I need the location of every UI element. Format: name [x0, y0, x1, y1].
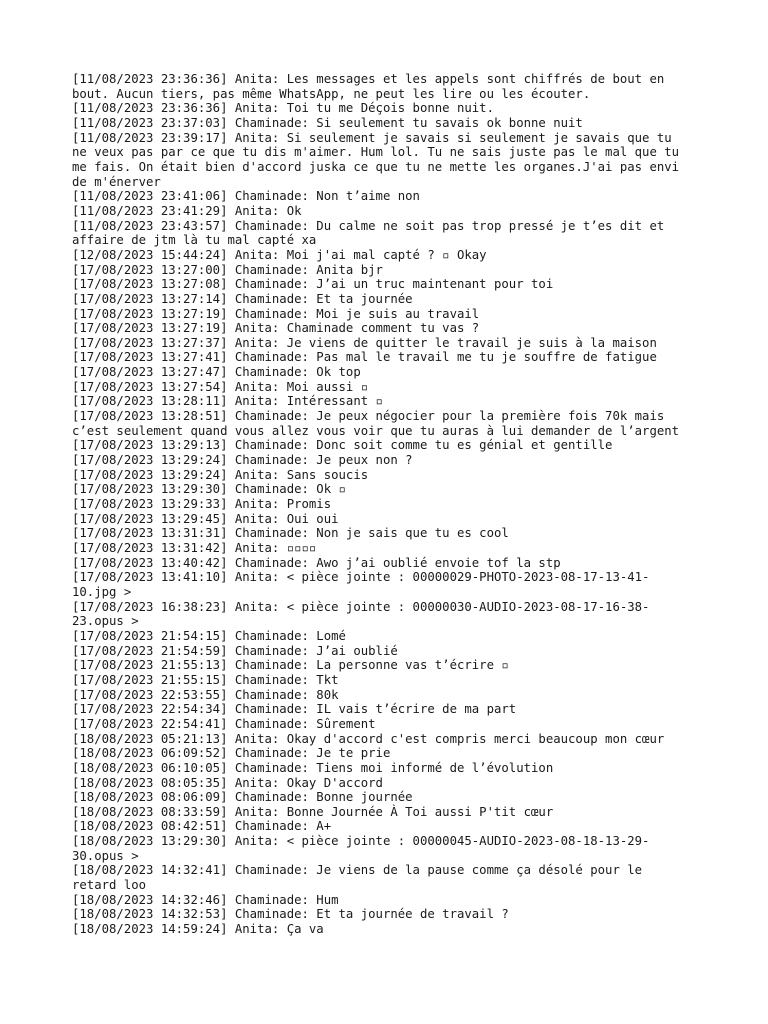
transcript-line: [11/08/2023 23:39:17] Anita: Si seulement je savais si seulement je savais que tu [72, 130, 672, 145]
transcript-line: [17/08/2023 22:54:34] Chaminade: IL vais t’écrire de ma part [72, 702, 517, 717]
transcript-line: [17/08/2023 13:27:00] Chaminade: Anita bjr [72, 262, 383, 277]
chat-transcript [72, 72, 696, 937]
transcript-line: [18/08/2023 06:10:05] Chaminade: Tiens moi informé de l’évolution [72, 760, 554, 775]
transcript-line: [11/08/2023 23:36:36] Anita: Toi tu me Déçois bonne nuit. [72, 101, 494, 116]
transcript-line: [17/08/2023 16:38:23] Anita: < pièce jointe : 00000030-AUDIO-2023-08-17-16-38- [72, 599, 650, 614]
transcript-line: affaire de jtm là tu mal capté xa [72, 233, 317, 248]
transcript-line: c’est seulement quand vous allez vous voir que tu auras à lui demander de l’argent [72, 423, 680, 438]
transcript-line: [17/08/2023 13:29:33] Anita: Promis [72, 497, 332, 512]
transcript-line: [12/08/2023 15:44:24] Anita: Moi j'ai mal capté ? ▫ Okay [72, 247, 487, 262]
transcript-line: [11/08/2023 23:41:06] Chaminade: Non t’aime non [72, 189, 420, 204]
transcript-line: [18/08/2023 14:59:24] Anita: Ça va [72, 922, 324, 937]
transcript-line: [18/08/2023 14:32:46] Chaminade: Hum [72, 892, 339, 907]
transcript-line: [18/08/2023 14:32:41] Chaminade: Je viens de la pause comme ça désolé pour le [72, 863, 643, 878]
transcript-line: [17/08/2023 13:27:47] Chaminade: Ok top [72, 365, 361, 380]
transcript-line: [17/08/2023 13:31:42] Anita: ▫▫▫▫ [72, 541, 317, 555]
transcript-line: [17/08/2023 22:53:55] Chaminade: 80k [72, 687, 339, 702]
transcript-line: [18/08/2023 13:29:30] Anita: < pièce jointe : 00000045-AUDIO-2023-08-18-13-29- [72, 834, 650, 849]
transcript-line: [17/08/2023 13:29:13] Chaminade: Donc soit comme tu es génial et gentille [72, 438, 613, 453]
transcript-line: de m'énerver [72, 174, 161, 189]
transcript-line: [17/08/2023 13:29:24] Chaminade: Je peux non ? [72, 453, 413, 468]
transcript-line: [17/08/2023 13:29:24] Anita: Sans soucis [72, 467, 369, 482]
transcript-line: [17/08/2023 13:28:51] Chaminade: Je peux négocier pour la première fois 70k mais [72, 409, 665, 424]
transcript-line: [18/08/2023 14:32:53] Chaminade: Et ta journée de travail ? [72, 907, 509, 922]
transcript-line: [17/08/2023 13:27:41] Chaminade: Pas mal le travail me tu je souffre de fatigue [72, 350, 657, 365]
transcript-line: me fais. On était bien d'accord juska ce que tu ne mette les organes.J'ai pas envi [72, 159, 680, 174]
transcript-line: [18/08/2023 08:06:09] Chaminade: Bonne journée [72, 790, 413, 805]
transcript-line: [17/08/2023 13:27:19] Anita: Chaminade comment tu vas ? [72, 321, 480, 336]
transcript-line: [17/08/2023 13:41:10] Anita: < pièce jointe : 00000029-PHOTO-2023-08-17-13-41- [72, 570, 650, 585]
transcript-line: [18/08/2023 06:09:52] Chaminade: Je te prie [72, 746, 391, 761]
transcript-line: ne veux pas par ce que tu dis m'aimer. Hum lol. Tu ne sais juste pas le mal que tu [72, 145, 680, 160]
transcript-line: [17/08/2023 13:27:08] Chaminade: J’ai un truc maintenant pour toi [72, 277, 554, 292]
transcript-line: [11/08/2023 23:41:29] Anita: Ok [72, 203, 302, 218]
transcript-line: bout. Aucun tiers, pas même WhatsApp, ne peut les lire ou les écouter. [72, 86, 591, 101]
transcript-line: [17/08/2023 13:29:30] Chaminade: Ok ▫ [72, 482, 346, 497]
transcript-line: [18/08/2023 08:05:35] Anita: Okay D'accord [72, 775, 383, 790]
transcript-line: [18/08/2023 08:33:59] Anita: Bonne Journée À Toi aussi P'tit cœur [72, 804, 554, 819]
transcript-line: [17/08/2023 13:40:42] Chaminade: Awo j’ai oublié envoie tof la stp [72, 555, 561, 570]
transcript-line: [17/08/2023 13:31:31] Chaminade: Non je sais que tu es cool [72, 526, 509, 541]
transcript-line: [11/08/2023 23:43:57] Chaminade: Du calme ne soit pas trop pressé je t’es dit et [72, 218, 665, 233]
transcript-line: [17/08/2023 13:27:54] Anita: Moi aussi ▫ [72, 379, 369, 394]
transcript-line: [17/08/2023 13:29:45] Anita: Oui oui [72, 511, 339, 526]
transcript-line: [17/08/2023 13:28:11] Anita: Intéressant ▫ [72, 394, 383, 409]
transcript-line: retard loo [72, 878, 147, 893]
transcript-line: [17/08/2023 21:55:15] Chaminade: Tkt [72, 672, 339, 687]
transcript-line: [11/08/2023 23:37:03] Chaminade: Si seulement tu savais ok bonne nuit [72, 115, 583, 130]
transcript-line: [17/08/2023 22:54:41] Chaminade: Sûrement [72, 716, 376, 731]
transcript-line: 30.opus > [72, 848, 139, 863]
transcript-line: 23.opus > [72, 614, 139, 629]
transcript-line: [17/08/2023 21:55:13] Chaminade: La personne vas t’écrire ▫ [72, 658, 509, 673]
transcript-line: [17/08/2023 13:27:19] Chaminade: Moi je suis au travail [72, 306, 480, 321]
transcript-line: [17/08/2023 21:54:59] Chaminade: J’ai oublié [72, 643, 398, 658]
transcript-line: [17/08/2023 13:27:37] Anita: Je viens de quitter le travail je suis à la maison [72, 335, 657, 350]
transcript-line: 10.jpg > [72, 584, 132, 599]
transcript-line: [17/08/2023 21:54:15] Chaminade: Lomé [72, 628, 346, 643]
transcript-line: [18/08/2023 05:21:13] Anita: Okay d'accord c'est compris merci beaucoup mon cœur [72, 731, 665, 746]
transcript-line: [11/08/2023 23:36:36] Anita: Les messages et les appels sont chiffrés de bout en [72, 72, 665, 86]
transcript-line: [18/08/2023 08:42:51] Chaminade: A+ [72, 819, 332, 834]
transcript-line: [17/08/2023 13:27:14] Chaminade: Et ta journée [72, 291, 413, 306]
